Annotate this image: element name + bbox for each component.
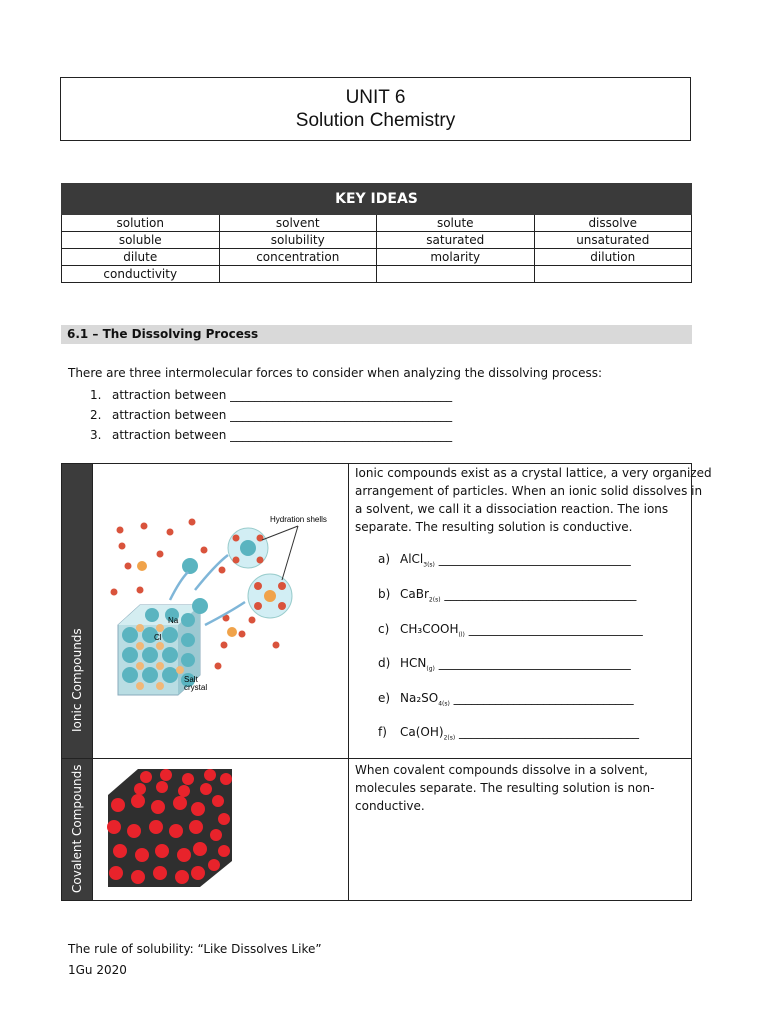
divider <box>61 758 692 759</box>
covalent-side-header <box>62 759 92 900</box>
key-ideas-heading: KEY IDEAS <box>62 184 692 215</box>
salt-crystal-label: Salt <box>184 675 198 684</box>
ionic-side-label: Ionic Compounds <box>70 628 84 732</box>
salt-crystal-label: crystal <box>184 683 208 692</box>
key-term: concentration <box>219 249 377 266</box>
key-term: solubility <box>219 232 377 249</box>
fill-in-blank[interactable]: attraction between _____________________________________ <box>112 388 453 402</box>
covalent-lattice-figure <box>100 765 240 890</box>
key-term: unsaturated <box>534 232 692 249</box>
question-item: a) AlCl$_{3(s)}$ ________________________________ <box>378 552 631 569</box>
page-footer: 1Gu 2020 <box>68 963 127 977</box>
key-term: dilute <box>62 249 220 266</box>
covalent-side-label: Covalent Compounds <box>70 764 84 893</box>
question-item: c) $CH_3COOH_{(l)}$ _____________________________ <box>378 622 643 639</box>
key-term: solution <box>62 215 220 232</box>
key-term: solute <box>377 215 535 232</box>
fill-in-blank[interactable]: attraction between _____________________________________ <box>112 428 453 442</box>
key-term <box>219 266 377 283</box>
key-term: molarity <box>377 249 535 266</box>
answer-blank[interactable]: ______________________________ <box>453 691 634 705</box>
answer-blank[interactable]: ________________________________ <box>444 587 637 601</box>
key-term: dissolve <box>534 215 692 232</box>
answer-blank[interactable]: ________________________________ <box>438 552 631 566</box>
question-item: f) $Ca(OH)_{2(s)}$ ______________________________ <box>378 725 640 742</box>
key-term <box>377 266 535 283</box>
list-item: 2. attraction between _____________________________________ <box>90 408 453 422</box>
answer-blank[interactable]: _____________________________ <box>468 622 643 636</box>
divider <box>92 463 93 901</box>
solubility-rule: The rule of solubility: “Like Dissolves Like” <box>68 942 322 956</box>
ionic-dissociation-figure <box>100 510 340 710</box>
list-item: 1. attraction between _____________________________________ <box>90 388 453 402</box>
chloride-label: Cl <box>154 633 162 642</box>
divider <box>348 463 349 901</box>
key-term: solvent <box>219 215 377 232</box>
key-term: dilution <box>534 249 692 266</box>
hydration-shells-label: Hydration shells <box>270 515 327 524</box>
fill-in-blank[interactable]: attraction between _____________________________________ <box>112 408 453 422</box>
key-term: soluble <box>62 232 220 249</box>
list-item: 3. attraction between _____________________________________ <box>90 428 453 442</box>
forces-list <box>90 385 452 445</box>
ionic-side-header <box>62 464 92 758</box>
ionic-description: Ionic compounds exist as a crystal lattice, a very organized arrangement of particles. When an ionic solid dissolves in a solvent, we call it a dissociation reaction. The ions separate. The resulting solution is conductive. <box>355 466 712 534</box>
section-heading: 6.1 – The Dissolving Process <box>61 325 692 344</box>
unit-number: UNIT 6 <box>345 87 406 108</box>
sodium-label: Na <box>168 616 179 625</box>
unit-subtitle: Solution Chemistry <box>295 110 456 131</box>
hydration-shell <box>228 528 268 568</box>
hydration-shell <box>248 574 292 618</box>
key-term <box>534 266 692 283</box>
question-item: b) CaBr$_{2(s)}$ ________________________________ <box>378 587 637 604</box>
key-term: conductivity <box>62 266 220 283</box>
unit-title-box <box>60 77 691 141</box>
question-item: e) $Na_2SO_{4(s)}$ ______________________________ <box>378 691 634 708</box>
answer-blank[interactable]: ______________________________ <box>459 725 640 739</box>
question-item: d) $HCN_{(g)}$ ________________________________ <box>378 656 631 673</box>
section-intro: There are three intermolecular forces to consider when analyzing the dissolving process: <box>68 366 603 380</box>
key-term: saturated <box>377 232 535 249</box>
key-ideas-table <box>61 183 692 283</box>
answer-blank[interactable]: ________________________________ <box>438 656 631 670</box>
covalent-description: When covalent compounds dissolve in a solvent, molecules separate. The resulting solution is non- conductive. <box>355 763 655 813</box>
